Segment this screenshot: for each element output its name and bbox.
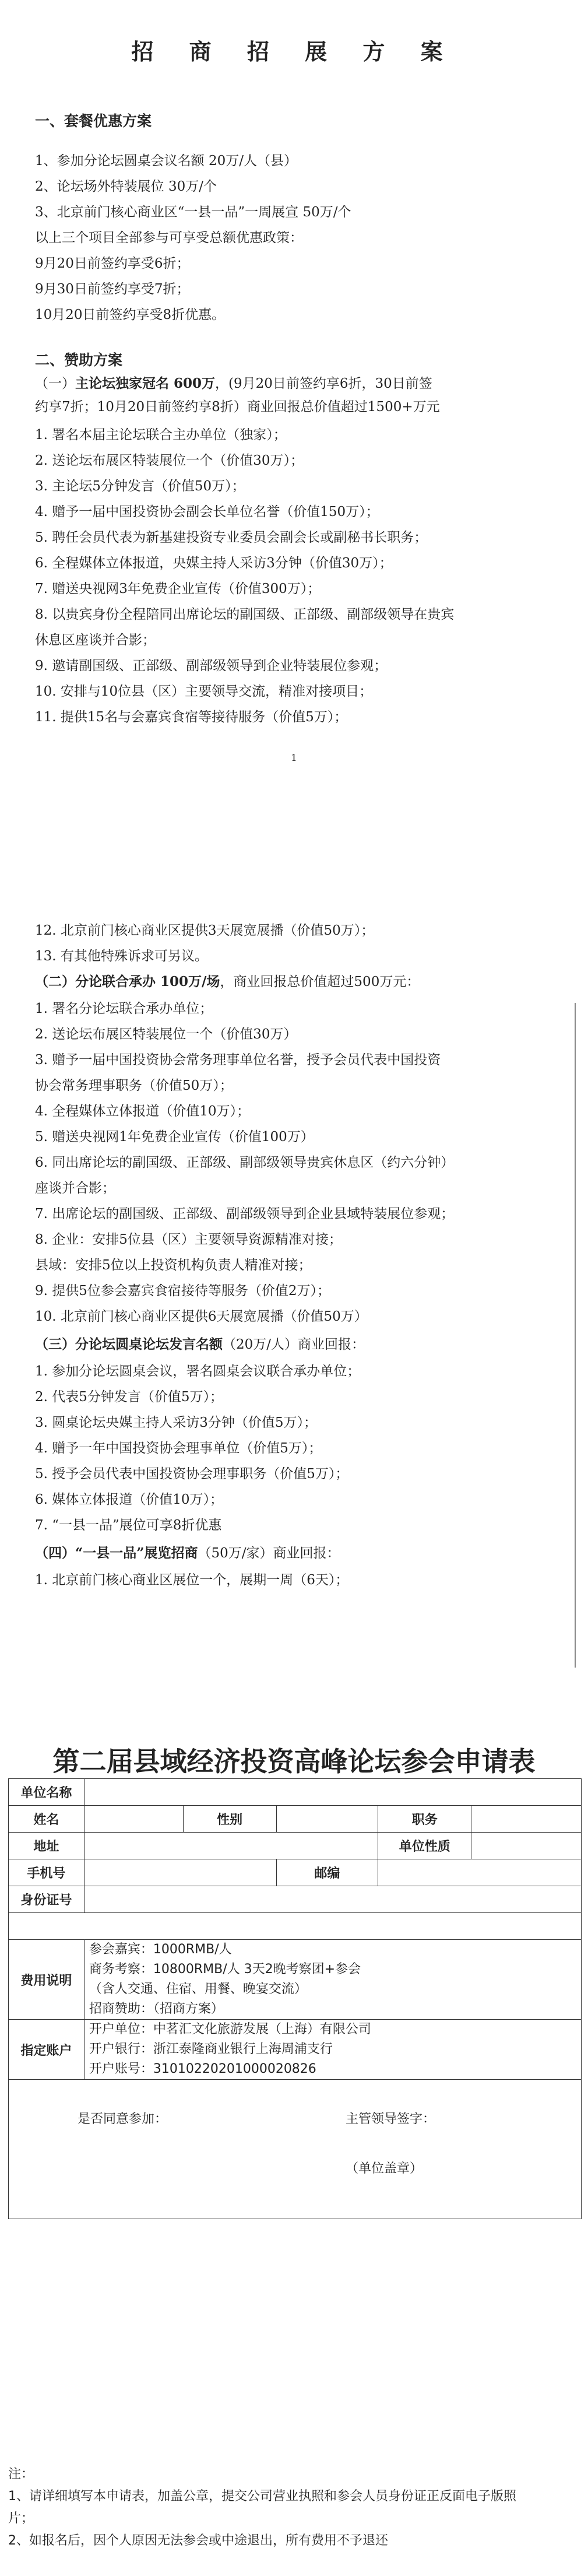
part3-item: 5. 授予会员代表中国投资协会理事职务（价值5万）； [35,1466,349,1482]
agree-label: 是否同意参加： [78,2112,168,2126]
part2-item: 3. 赠予一届中国投资协会常务理事单位名誉，授予会员代表中国投资 [35,1052,441,1068]
part2-item: 协会常务理事职务（价值50万）； [35,1078,233,1093]
part3-item: 4. 赠予一年中国投资协会理事单位（价值5万）； [35,1441,322,1456]
section1-heading: 一、套餐优惠方案 [35,113,152,129]
section1-item: 10月20日前签约享受8折优惠。 [35,307,226,322]
part2-title-line [35,971,559,992]
name-label: 姓名 [9,1806,84,1833]
postcode-field[interactable] [378,1859,582,1886]
part1-title-line [35,373,559,394]
position-label: 职务 [378,1806,471,1833]
part2-item: 9. 提供5位参会嘉宾食宿接待等服务（价值2万）； [35,1283,331,1298]
position-field[interactable] [471,1806,582,1833]
section1-item: 3、北京前门核心商业区“一县一品”一周展宣 50万/个 [35,205,351,220]
part1-title: 主论坛独家冠名 600万 [75,375,216,391]
part2-item: 6. 同出席论坛的副国级、正部级、副部级领导贵宾休息区（约六分钟） [35,1155,455,1170]
part1-line2: 约享7折；10月20日前签约享8折）商业回报总价值超过1500+万元 [35,399,440,415]
part1-item: 3. 主论坛5分钟发言（价值50万）； [35,479,245,494]
account-line: 开户账号：31010220201000020826 [89,2062,316,2076]
gender-field[interactable] [276,1806,378,1833]
part2-item: 县域：安排5位以上投资机构负责人精准对接； [35,1258,312,1273]
page-number: 1 [291,752,297,763]
section1-item: 以上三个项目全部参与可享受总额优惠政策： [35,230,303,245]
note-line: 1、请详细填写本申请表，加盖公章，提交公司营业执照和参会人员身份证正反面电子版照 [8,2489,517,2504]
fee-line: 商务考察：10800RMB/人 3天2晚考察团+参会 [89,1962,361,1977]
application-form [8,1778,582,2219]
unit-type-label: 单位性质 [378,1833,471,1859]
form-title: 第二届县域经济投资高峰论坛参会申请表 [52,1746,536,1777]
part1-item: 5. 聘任会员代表为新基建投资专业委员会副会长或副秘书长职务； [35,530,428,545]
part3-item: 1. 参加分论坛圆桌会议，署名圆桌会议联合承办单位； [35,1364,361,1379]
part1-item: 11. 提供15名与会嘉宾食宿等接待服务（价值5万）； [35,710,348,725]
part2-rest: ，商业回报总价值超过500万元： [220,974,420,989]
note-line: 片； [8,2511,34,2526]
part3-title-line [35,1334,559,1355]
part1-item: 休息区座谈并合影； [35,633,156,648]
part2-item: 座谈并合影； [35,1181,115,1196]
account-line: 开户银行：浙江泰隆商业银行上海周浦支行 [89,2042,333,2056]
part3-rest: （20万/人）商业回报： [223,1337,365,1352]
part2-item: 5. 赠送央视网1年免费企业宣传（价值100万） [35,1129,314,1145]
leader-sign-label: 主管领导签字： [346,2112,436,2126]
fee-line: 参会嘉宾：1000RMB/人 [89,1942,232,1957]
part1-item: 2. 送论坛布展区特装展位一个（价值30万）； [35,453,304,468]
postcode-label: 邮编 [276,1859,378,1886]
seal-label: （单位盖章） [346,2161,423,2176]
part4-rest: （50万/家）商业回报： [198,1546,340,1561]
part2-item: 4. 全程媒体立体报道（价值10万）； [35,1104,251,1119]
mobile-label: 手机号 [9,1859,84,1886]
signature-area[interactable] [9,2080,582,2219]
note-line: 2、如报名后，因个人原因无法参会或中途退出，所有费用不予退还 [8,2533,388,2548]
id-number-field[interactable] [84,1886,581,1913]
part1-item: 1. 署名本届主论坛联合主办单位（独家）； [35,427,287,443]
part1-item: 4. 赠予一届中国投资协会副会长单位名誉（价值150万）； [35,504,379,520]
section1-item: 9月30日前签约享受7折； [35,282,190,297]
part2-item: 8. 企业：安排5位县（区）主要领导资源精准对接； [35,1232,342,1247]
part1-item: 7. 赠送央视网3年免费企业宣传（价值300万）； [35,581,321,596]
unit-name-field[interactable] [84,1779,581,1806]
fee-label: 费用说明 [9,1940,84,2020]
part1-item: 12. 北京前门核心商业区提供3天展宽展播（价值50万）； [35,923,375,938]
part3-item: 2. 代表5分钟发言（价值5万）； [35,1389,224,1405]
fee-details [84,1940,581,2020]
part4-title-line [35,1543,559,1564]
section1-item: 2、论坛场外特装展位 30万/个 [35,179,217,194]
part2-item: 7. 出席论坛的副国级、正部级、副部级领导到企业县域特装展位参观； [35,1206,455,1222]
part2-item: 10. 北京前门核心商业区提供6天展宽展播（价值50万） [35,1309,368,1324]
part2-item: 1. 署名分论坛联合承办单位； [35,1001,213,1016]
part1-rest: ，(9月20日前签约享6折，30日前签 [215,376,432,391]
section1-item: 1、参加分论坛圆桌会议名额 20万/人（县） [35,153,297,169]
account-details [84,2020,581,2080]
part1-intro: （一） [35,376,75,391]
part1-item: 8. 以贵宾身份全程陪同出席论坛的副国级、正部级、副部级领导在贵宾 [35,607,455,622]
part4-title: （四）“一县一品”展览招商 [35,1545,198,1561]
account-line: 开户单位：中茗汇文化旅游发展（上海）有限公司 [89,2022,371,2037]
address-label: 地址 [9,1833,84,1859]
notes [8,2463,579,2552]
account-label: 指定账户 [9,2020,84,2080]
name-field[interactable] [84,1806,183,1833]
part2-item: 2. 送论坛布展区特装展位一个（价值30万） [35,1027,297,1042]
part3-item: 3. 圆桌论坛央媒主持人采访3分钟（价值5万）； [35,1415,318,1430]
blank-area[interactable] [9,1913,582,1940]
part1-item: 10. 安排与10位县（区）主要领导交流，精准对接项目； [35,684,373,699]
fee-line: （含人交通、住宿、用餐、晚宴交流） [89,1982,307,1996]
part1-item: 13. 有其他特殊诉求可另议。 [35,949,208,964]
mobile-field[interactable] [84,1859,276,1886]
part3-title: （三）分论坛圆桌论坛发言名额 [35,1336,223,1352]
right-margin-rule [575,1003,576,1668]
part1-item: 9. 邀请副国级、正部级、副部级领导到企业特装展位参观； [35,658,388,673]
part3-item: 7. “一县一品”展位可享8折优惠 [35,1518,222,1533]
page-title: 招 商 招 展 方 案 [131,38,457,65]
address-field[interactable] [84,1833,378,1859]
part3-item: 6. 媒体立体报道（价值10万）； [35,1492,224,1507]
section2-heading: 二、赞助方案 [35,352,123,368]
part2-title: （二）分论联合承办 100万/场 [35,974,220,989]
part4-item: 1. 北京前门核心商业区展位一个，展期一周（6天）； [35,1573,349,1588]
gender-label: 性别 [183,1806,276,1833]
unit-name-label: 单位名称 [9,1779,84,1806]
unit-type-field[interactable] [471,1833,582,1859]
section1-item: 9月20日前签约享受6折； [35,256,190,271]
fee-line: 招商赞助：（招商方案） [89,2002,224,2016]
notes-heading: 注： [8,2467,34,2482]
id-number-label: 身份证号 [9,1886,84,1913]
part1-item: 6. 全程媒体立体报道，央媒主持人采访3分钟（价值30万）； [35,556,393,571]
